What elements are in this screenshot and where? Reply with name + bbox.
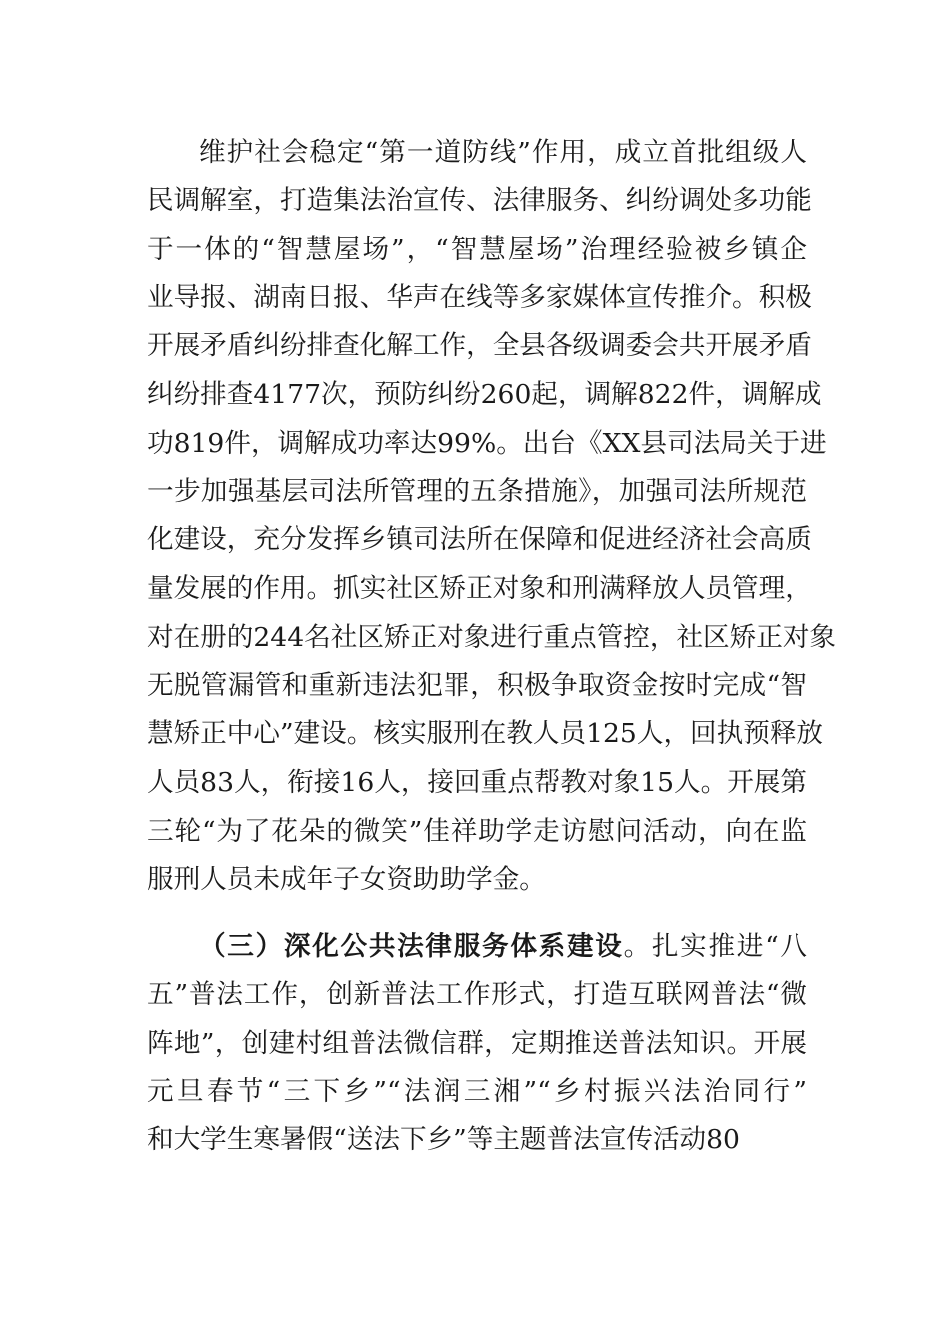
- section-heading: （三）深化公共法律服务体系建设: [199, 931, 624, 962]
- paragraph-2-line-5: 和大学生寒暑假“送法下乡”等主题普法宣传活动80: [147, 1124, 740, 1155]
- paragraph-1-line-10: 量发展的作用。抓实社区矫正对象和刑满释放人员管理，: [147, 573, 812, 604]
- paragraph-2-line-4: 元旦春节“三下乡”“法润三湘”“乡村振兴法治同行”: [147, 1076, 807, 1107]
- paragraph-1-line-4: 业导报、湖南日报、华声在线等多家媒体宣传推介。积极: [147, 282, 812, 313]
- paragraph-2-line-2: 五”普法工作，创新普法工作形式，打造互联网普法“微: [147, 979, 807, 1010]
- paragraph-1-line-5: 开展矛盾纠纷排查化解工作，全县各级调委会共开展矛盾: [147, 330, 812, 361]
- paragraph-1-line-12: 无脱管漏管和重新违法犯罪，积极争取资金按时完成“智: [147, 670, 807, 701]
- paragraph-2-line-1-rest: 。扎实推进“八: [623, 931, 807, 962]
- paragraph-1-line-15: 三轮“为了花朵的微笑”佳祥助学走访慰问活动，向在监: [147, 816, 807, 847]
- paragraph-1-line-2: 民调解室，打造集法治宣传、法律服务、纠纷调处多功能: [147, 185, 812, 216]
- paragraph-2-line-1: [199, 927, 807, 967]
- paragraph-1-line-13: 慧矫正中心”建设。核实服刑在教人员125人，回执预释放: [147, 718, 824, 749]
- paragraph-1-line-6: 纠纷排查4177次，预防纠纷260起，调解822件，调解成: [147, 379, 822, 410]
- paragraph-1-line-1: 维护社会稳定“第一道防线”作用，成立首批组级人: [199, 137, 807, 168]
- paragraph-1-line-7: 功819件，调解成功率达99%。出台《XX县司法局关于进: [147, 428, 827, 459]
- paragraph-1-line-11: 对在册的244名社区矫正对象进行重点管控，社区矫正对象: [147, 622, 837, 653]
- paragraph-1-line-16: 服刑人员未成年子女资助助学金。: [147, 864, 546, 895]
- paragraph-2-line-3: 阵地”，创建村组普法微信群，定期推送普法知识。开展: [147, 1028, 807, 1059]
- paragraph-1-line-3: 于一体的“智慧屋场”，“智慧屋场”治理经验被乡镇企: [147, 234, 807, 265]
- paragraph-1-line-8: 一步加强基层司法所管理的五条措施》，加强司法所规范: [147, 476, 807, 507]
- paragraph-1-line-14: 人员83人，衔接16人，接回重点帮教对象15人。开展第: [147, 767, 807, 798]
- paragraph-1-line-9: 化建设，充分发挥乡镇司法所在保障和促进经济社会高质: [147, 524, 812, 555]
